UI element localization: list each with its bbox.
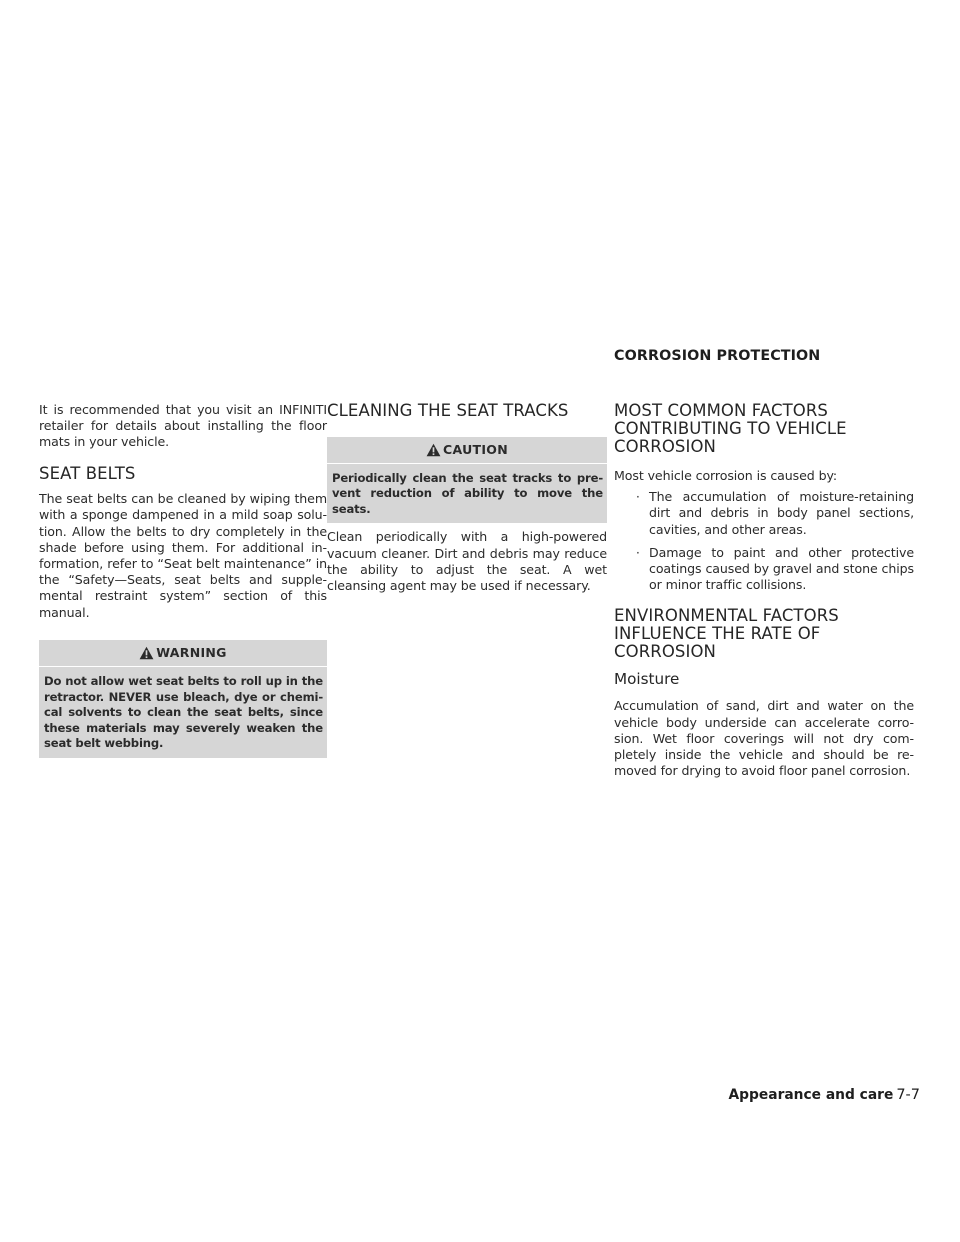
common-factors-heading: MOST COMMON FACTORS CONTRIBUTING TO VEHICLE CORROSION	[614, 401, 847, 456]
page-number: 7-7	[896, 1087, 920, 1103]
seat-belts-heading: SEAT BELTS	[39, 463, 136, 483]
caution-text: Periodically clean the seat tracks to pre-vent reduction of ability to move the seats.	[332, 470, 603, 516]
factors-lead: Most vehicle corrosion is caused by:	[614, 468, 838, 483]
column-left	[39, 402, 327, 758]
warning-header	[39, 640, 327, 666]
list-item	[614, 489, 914, 538]
warning-box	[39, 640, 327, 758]
warning-triangle-icon	[426, 443, 441, 457]
seat-tracks-paragraph: Clean periodically with a high-powered vacuum cleaner. Dirt and debris may reduce the ability to adjust the seat. A wet cleansing agent may be used if necessary.	[327, 529, 607, 594]
bullet: ·	[636, 545, 640, 560]
environmental-factors-heading: ENVIRONMENTAL FACTORS INFLUENCE THE RATE OF CORROSION	[614, 606, 839, 662]
list-item-text: Damage to paint and other protective coatings caused by gravel and stone chips or minor traffic collisions.	[649, 544, 914, 593]
warning-triangle-icon	[139, 646, 154, 660]
warning-label: WARNING	[156, 645, 227, 661]
list-item	[614, 545, 914, 594]
caution-header	[327, 437, 607, 463]
caution-box	[327, 437, 607, 524]
intro-paragraph: It is recommended that you visit an INFINITI retailer for details about installing the floor mats in your vehicle.	[39, 402, 327, 450]
page-footer	[728, 1087, 920, 1103]
moisture-paragraph: Accumulation of sand, dirt and water on the vehicle body underside can accelerate corro-sion. Wet floor coverings will not dry com-pletely inside the vehicle and should be re-moved for drying to avoid floor panel corrosion.	[614, 698, 914, 779]
bullet: ·	[636, 490, 640, 505]
caution-label: CAUTION	[443, 442, 508, 457]
seat-tracks-heading: CLEANING THE SEAT TRACKS	[327, 401, 569, 420]
column-middle	[327, 402, 607, 594]
footer-section-label: Appearance and care	[728, 1087, 894, 1103]
column-right	[614, 402, 914, 779]
list-item-text: The accumulation of moisture-retaining dirt and debris in body panel sections, cavities, and other areas.	[649, 489, 914, 537]
moisture-subheading: Moisture	[614, 670, 680, 689]
section-header: CORROSION PROTECTION	[614, 348, 821, 364]
factors-list	[614, 489, 914, 593]
warning-text: Do not allow wet seat belts to roll up in the retractor. NEVER use bleach, dye or chemi-cal solvents to clean the seat belts, since these materials may severely weaken the seat belt webbing.	[44, 673, 323, 751]
seat-belts-paragraph: The seat belts can be cleaned by wiping them with a sponge dampened in a mild soap solu-tion. Allow the belts to dry completely in the shade before using them. For additional in-formation, refer to “Seat belt maintenance” in the “Safety—Seats, seat belts and supple-mental restraint system” section of this manual.	[39, 491, 327, 620]
